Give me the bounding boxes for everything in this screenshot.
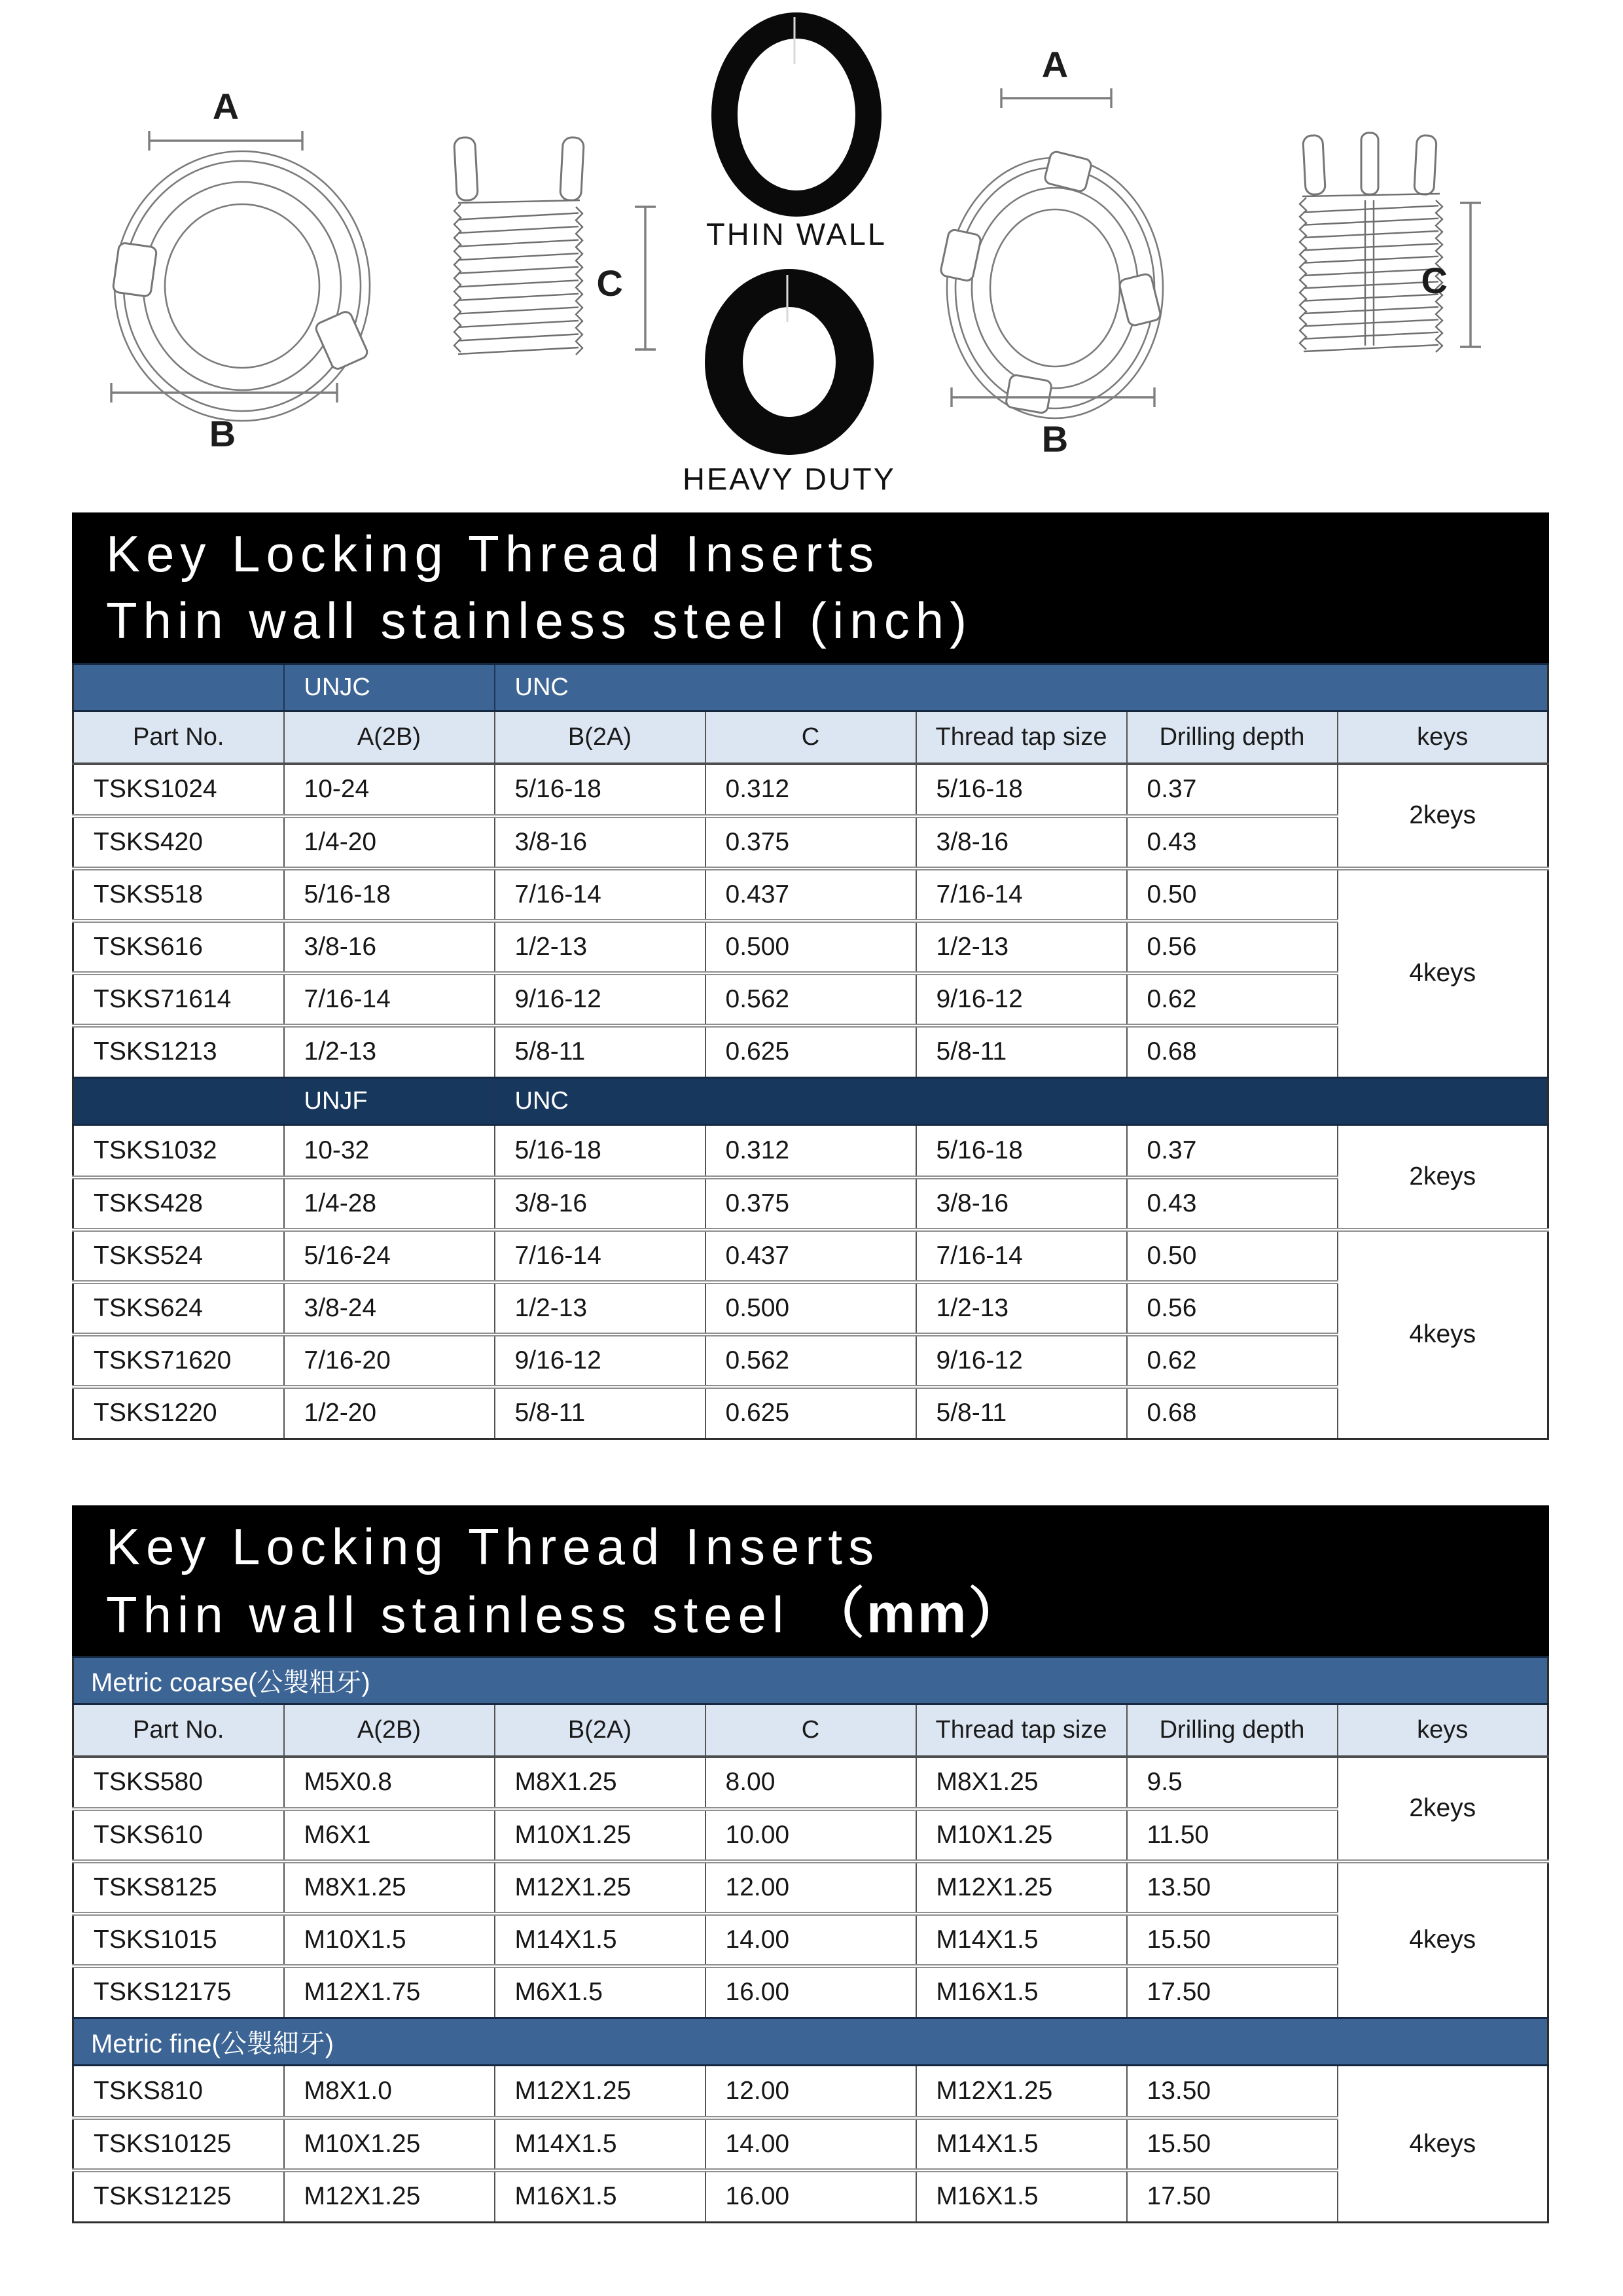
spec-cell: 0.43	[1127, 1177, 1338, 1230]
spec-cell: 10-32	[284, 1125, 495, 1177]
spec-cell: 0.43	[1127, 816, 1338, 869]
column-header: keys	[1338, 711, 1548, 764]
part-no-cell: TSKS10125	[73, 2118, 284, 2170]
section-band-label: Metric fine(公製細牙)	[73, 2018, 1548, 2066]
table-row	[73, 1809, 1548, 1861]
spec-cell: M8X1.25	[916, 1757, 1127, 1809]
spec-cell: 0.62	[1127, 973, 1338, 1026]
part-no-cell: TSKS12125	[73, 2170, 284, 2223]
table-row	[73, 2066, 1548, 2118]
keys-count-cell: 4keys	[1338, 2066, 1548, 2223]
spec-cell: 14.00	[705, 2118, 916, 2170]
spec-cell: 0.500	[705, 921, 916, 973]
table-row	[73, 1335, 1548, 1387]
spec-cell: 3/8-16	[916, 1177, 1127, 1230]
part-no-cell: TSKS71614	[73, 973, 284, 1026]
dim-label-a: A	[212, 86, 240, 127]
table-row	[73, 1757, 1548, 1809]
spec-cell: 1/2-13	[495, 1282, 705, 1335]
mm-title-unit: （mm）	[810, 1583, 1026, 1644]
keys-count-cell: 2keys	[1338, 1757, 1548, 1861]
locking-key-right	[314, 310, 369, 370]
spec-cell: 16.00	[705, 1966, 916, 2018]
thread-series-label: UNJC	[284, 664, 495, 711]
column-header-row	[73, 711, 1548, 764]
spec-cell: 0.37	[1127, 764, 1338, 816]
spec-cell: 9/16-12	[916, 973, 1127, 1026]
spec-cell: 0.62	[1127, 1335, 1338, 1387]
part-no-cell: TSKS12175	[73, 1966, 284, 2018]
spec-cell: 0.500	[705, 1282, 916, 1335]
column-header: B(2A)	[495, 711, 705, 764]
spec-cell: M12X1.25	[495, 1861, 705, 1914]
column-header: Thread tap size	[916, 711, 1127, 764]
mm-section	[72, 1505, 1549, 2223]
part-no-cell: TSKS1220	[73, 1387, 284, 1439]
spec-cell: 0.562	[705, 973, 916, 1026]
thread-series-label: UNJF	[284, 1078, 495, 1125]
mm-title-bar	[72, 1505, 1549, 1656]
part-no-cell: TSKS810	[94, 2076, 203, 2105]
table-row	[73, 1230, 1548, 1282]
spec-cell: M14X1.5	[916, 1914, 1127, 1966]
table-row	[73, 2170, 1548, 2223]
table-row	[73, 869, 1548, 921]
spec-cell: 13.50	[1127, 1861, 1338, 1914]
spec-cell: M16X1.5	[916, 1966, 1127, 2018]
spec-cell: 9/16-12	[495, 1335, 705, 1387]
dim-label-b: B	[1041, 418, 1069, 459]
keys-count-cell: 2keys	[1338, 764, 1548, 869]
band-blank-cell	[73, 664, 284, 711]
thin-wall-caption: THIN WALL	[706, 217, 887, 251]
spec-cell: 1/2-13	[495, 921, 705, 973]
column-header: A(2B)	[284, 1704, 495, 1757]
spec-cell: 0.50	[1127, 869, 1338, 921]
spec-cell: 10.00	[705, 1809, 916, 1861]
table-row	[73, 1387, 1548, 1439]
keys-count-cell: 2keys	[1338, 1125, 1548, 1230]
spec-cell: M6X1.5	[495, 1966, 705, 2018]
spec-cell: 5/8-11	[916, 1387, 1127, 1439]
spec-cell: 15.50	[1127, 1914, 1338, 1966]
spec-cell: 12.00	[705, 1861, 916, 1914]
part-no-cell: TSKS428	[73, 1177, 284, 1230]
section-band-row	[73, 2018, 1548, 2066]
table-row	[73, 1026, 1548, 1078]
spec-cell: 5/16-18	[916, 764, 1127, 816]
spec-cell: 7/16-14	[916, 1230, 1127, 1282]
spec-cell: 8.00	[705, 1757, 916, 1809]
column-header: Drilling depth	[1127, 1704, 1338, 1757]
spec-cell: 0.50	[1127, 1230, 1338, 1282]
spec-cell: 5/8-11	[916, 1026, 1127, 1078]
spec-cell: M12X1.25	[284, 2170, 495, 2223]
table-row	[73, 1966, 1548, 2018]
spec-cell: M10X1.25	[916, 1809, 1127, 1861]
part-no-cell: TSKS1032	[94, 1136, 217, 1164]
part-no-cell: TSKS420	[73, 816, 284, 869]
inch-title-line2: Thin wall stainless steel (inch)	[106, 592, 973, 649]
locking-key-left	[113, 242, 157, 296]
spec-cell: M10X1.5	[284, 1914, 495, 1966]
spec-cell: M10X1.25	[284, 2118, 495, 2170]
locking-key-left	[940, 229, 982, 282]
table-row	[73, 1125, 1548, 1177]
dimension-a-left	[149, 86, 302, 151]
spec-cell: M5X0.8	[284, 1757, 495, 1809]
spec-cell: M6X1	[284, 1809, 495, 1861]
table-row	[73, 1861, 1548, 1914]
thread-insert-top-view-4keys	[940, 151, 1163, 418]
spec-cell: 9.5	[1127, 1757, 1338, 1809]
spec-cell: M16X1.5	[916, 2170, 1127, 2223]
locking-key-bottom	[1005, 374, 1052, 414]
spec-cell: 1/2-20	[284, 1387, 495, 1439]
section-band-row	[73, 1657, 1548, 1704]
spec-cell: 12.00	[705, 2066, 916, 2118]
spec-cell: 0.312	[705, 764, 916, 816]
spec-cell: M8X1.25	[284, 1861, 495, 1914]
table-row	[73, 816, 1548, 869]
table-row	[73, 921, 1548, 973]
inch-title-bar	[72, 512, 1549, 663]
section-band-row	[73, 664, 1548, 711]
dimension-b-right	[952, 387, 1154, 459]
spec-cell: 1/2-13	[916, 1282, 1127, 1335]
locking-key-right	[1118, 273, 1162, 327]
locking-key-top	[1044, 151, 1092, 192]
spec-cell: 0.56	[1127, 1282, 1338, 1335]
thread-insert-top-view-2keys	[113, 151, 370, 421]
spec-cell: 1/2-13	[916, 921, 1127, 973]
spec-cell: 3/8-16	[916, 816, 1127, 869]
part-no-cell: TSKS616	[73, 921, 284, 973]
table-row	[73, 764, 1548, 816]
dimension-b-left	[111, 383, 337, 454]
thread-series-label: UNC	[495, 1078, 1548, 1125]
spec-cell: M14X1.5	[916, 2118, 1127, 2170]
keys-count-cell: 4keys	[1338, 1861, 1548, 2018]
heavy-duty-caption: HEAVY DUTY	[683, 461, 896, 496]
part-no-cell: TSKS71620	[73, 1335, 284, 1387]
table-row	[73, 2118, 1548, 2170]
spec-cell: 0.437	[705, 869, 916, 921]
spec-cell: 11.50	[1127, 1809, 1338, 1861]
thread-insert-side-view-2keys	[454, 137, 584, 355]
spec-cell: M14X1.5	[495, 2118, 705, 2170]
column-header: Part No.	[73, 711, 284, 764]
thread-insert-side-view-4keys	[1300, 133, 1442, 352]
spec-cell: 14.00	[705, 1914, 916, 1966]
column-header-row	[73, 1704, 1548, 1757]
spec-cell: 10-24	[284, 764, 495, 816]
thread-series-label: UNC	[495, 664, 1548, 711]
thin-wall-ring	[706, 17, 887, 251]
dim-label-a: A	[1041, 44, 1069, 85]
spec-cell: 17.50	[1127, 2170, 1338, 2223]
part-no-cell: TSKS524	[73, 1230, 284, 1282]
spec-cell: 7/16-14	[495, 1230, 705, 1282]
spec-cell: 17.50	[1127, 1966, 1338, 2018]
table-row	[73, 1177, 1548, 1230]
table-row	[73, 1282, 1548, 1335]
part-no-cell: TSKS8125	[73, 1861, 284, 1914]
dim-label-c: C	[596, 262, 623, 304]
spec-cell: 9/16-12	[916, 1335, 1127, 1387]
spec-cell: 5/8-11	[495, 1387, 705, 1439]
spec-cell: 0.375	[705, 816, 916, 869]
section-band-label: Metric coarse(公製粗牙)	[73, 1657, 1548, 1704]
spec-cell: 5/16-18	[916, 1125, 1127, 1177]
part-no-cell: TSKS1015	[73, 1914, 284, 1966]
mm-title-line2	[106, 1580, 1549, 1648]
dimension-a-right	[1001, 44, 1111, 108]
spec-cell: 15.50	[1127, 2118, 1338, 2170]
part-no-cell: TSKS580	[94, 1768, 203, 1796]
column-header: B(2A)	[495, 1704, 705, 1757]
column-header: Drilling depth	[1127, 711, 1338, 764]
spec-cell: 5/16-18	[495, 764, 705, 816]
spec-cell: M12X1.75	[284, 1966, 495, 2018]
spec-cell: M10X1.25	[495, 1809, 705, 1861]
inch-section	[72, 512, 1549, 1440]
inch-title-line1: Key Locking Thread Inserts	[106, 525, 880, 583]
spec-cell: 7/16-20	[284, 1335, 495, 1387]
spec-cell: M12X1.25	[916, 2066, 1127, 2118]
spec-cell: 0.625	[705, 1026, 916, 1078]
spec-cell: 7/16-14	[284, 973, 495, 1026]
part-no-cell: TSKS1024	[94, 775, 217, 803]
spec-cell: 0.375	[705, 1177, 916, 1230]
spec-cell: 5/8-11	[495, 1026, 705, 1078]
table-row	[73, 973, 1548, 1026]
column-header: keys	[1338, 1704, 1548, 1757]
table-row	[73, 1914, 1548, 1966]
spec-cell: 7/16-14	[916, 869, 1127, 921]
spec-cell: 0.68	[1127, 1387, 1338, 1439]
column-header: Thread tap size	[916, 1704, 1127, 1757]
spec-cell: 1/4-20	[284, 816, 495, 869]
column-header: C	[705, 1704, 916, 1757]
spec-cell: M8X1.0	[284, 2066, 495, 2118]
part-no-cell: TSKS624	[73, 1282, 284, 1335]
spec-cell: 13.50	[1127, 2066, 1338, 2118]
spec-cell: M12X1.25	[495, 2066, 705, 2118]
keys-count-cell: 4keys	[1338, 869, 1548, 1078]
spec-cell: 0.625	[705, 1387, 916, 1439]
mm-title-line2-prefix: Thin wall stainless steel	[106, 1586, 810, 1643]
spec-cell: 5/16-18	[495, 1125, 705, 1177]
dim-label-b: B	[209, 413, 236, 454]
dimension-c-right	[1421, 203, 1481, 347]
spec-cell: 3/8-16	[495, 816, 705, 869]
spec-cell: 0.562	[705, 1335, 916, 1387]
part-no-cell: TSKS1213	[73, 1026, 284, 1078]
spec-cell: 1/4-28	[284, 1177, 495, 1230]
spec-cell: 0.56	[1127, 921, 1338, 973]
inch-spec-table	[72, 663, 1549, 1440]
spec-cell: 9/16-12	[495, 973, 705, 1026]
technical-diagrams	[0, 0, 1623, 512]
spec-cell: 0.68	[1127, 1026, 1338, 1078]
spec-cell: 0.312	[705, 1125, 916, 1177]
spec-cell: M16X1.5	[495, 2170, 705, 2223]
spec-cell: M8X1.25	[495, 1757, 705, 1809]
thread-coil-left	[454, 204, 582, 355]
keys-count-cell: 4keys	[1338, 1230, 1548, 1439]
spec-cell: 7/16-14	[495, 869, 705, 921]
spec-cell: 16.00	[705, 2170, 916, 2223]
spec-cell: 1/2-13	[284, 1026, 495, 1078]
spec-cell: 3/8-16	[284, 921, 495, 973]
column-header: C	[705, 711, 916, 764]
spec-cell: 3/8-16	[495, 1177, 705, 1230]
spec-cell: 5/16-18	[284, 869, 495, 921]
spec-cell: M14X1.5	[495, 1914, 705, 1966]
spec-cell: 0.37	[1127, 1125, 1338, 1177]
spec-cell: 3/8-24	[284, 1282, 495, 1335]
spec-cell: 0.437	[705, 1230, 916, 1282]
mm-spec-table	[72, 1656, 1549, 2223]
section-band-row	[73, 1078, 1548, 1125]
dim-label-c: C	[1421, 260, 1448, 301]
part-no-cell: TSKS518	[73, 869, 284, 921]
spec-cell: 5/16-24	[284, 1230, 495, 1282]
part-no-cell: TSKS610	[73, 1809, 284, 1861]
mm-title-line1: Key Locking Thread Inserts	[106, 1518, 880, 1575]
heavy-duty-ring	[683, 275, 896, 496]
spec-cell: M12X1.25	[916, 1861, 1127, 1914]
band-blank-cell	[73, 1078, 284, 1125]
dimension-c-left	[597, 207, 656, 350]
column-header: A(2B)	[284, 711, 495, 764]
column-header: Part No.	[73, 1704, 284, 1757]
